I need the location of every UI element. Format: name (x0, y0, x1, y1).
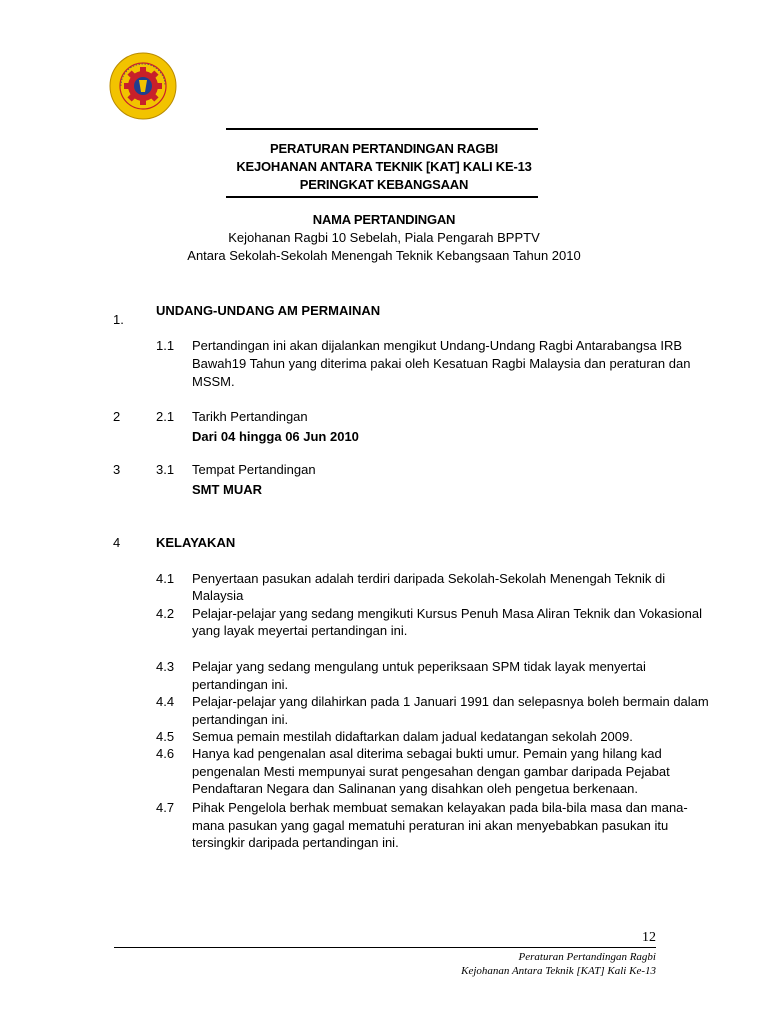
doc-title-line3: PERINGKAT KEBANGSAAN (299, 177, 469, 192)
item-4-5-number: 4.5 (156, 729, 175, 744)
section-2-number: 2 (113, 409, 121, 424)
competition-line2: Antara Sekolah-Sekolah Menengah Teknik Kebangsaan Tahun 2010 (187, 248, 581, 263)
item-4-3-line: pertandingan ini. (192, 677, 289, 692)
header-rule-top (226, 128, 538, 130)
item-4-4-line: Pelajar-pelajar yang dilahirkan pada 1 Januari 1991 dan selepasnya boleh bermain dalam (192, 694, 709, 709)
match-date-value: Dari 04 hingga 06 Jun 2010 (192, 429, 359, 444)
item-4-1-line: Malaysia (192, 588, 244, 603)
item-4-6-line: Hanya kad pengenalan asal diterima sebagai bukti umur. Pemain yang hilang kad (192, 746, 662, 761)
page-number: 12 (642, 930, 656, 945)
doc-title-line2: KEJOHANAN ANTARA TEKNIK [KAT] KALI KE-13 (236, 159, 532, 174)
item-2-1-number: 2.1 (156, 409, 175, 424)
section-3-number: 3 (113, 462, 121, 477)
doc-title-line1: PERATURAN PERTANDINGAN RAGBI (270, 141, 498, 156)
item-4-4-line: pertandingan ini. (192, 712, 289, 727)
section-1-heading: UNDANG-UNDANG AM PERMAINAN (156, 303, 381, 318)
emblem-logo (109, 52, 177, 120)
item-1-1-line: Bawah19 Tahun yang diterima pakai oleh Kesatuan Ragbi Malaysia dan peraturan dan (192, 356, 691, 371)
item-4-2-line: Pelajar-pelajar yang sedang mengikuti Kursus Penuh Masa Aliran Teknik dan Vokasional (192, 606, 702, 621)
footer-line2: Kejohanan Antara Teknik [KAT] Kali Ke-13 (461, 965, 656, 977)
item-4-2-line: yang layak meyertai pertandingan ini. (192, 623, 408, 638)
match-date-label: Tarikh Pertandingan (192, 409, 308, 424)
item-4-7-line: Pihak Pengelola berhak membuat semakan kelayakan pada bila-bila masa dan mana- (192, 800, 688, 815)
item-1-1-line: Pertandingan ini akan dijalankan mengikut Undang-Undang Ragbi Antarabangsa IRB (192, 338, 683, 353)
header-rule-bottom (226, 196, 538, 198)
item-4-7-line: mana pasukan yang gagal mematuhi peraturan ini akan menyebabkan pasukan itu (192, 818, 669, 833)
footer-rule (114, 947, 656, 948)
item-4-6-line: Pendaftaran Negara dan Salinanan yang disahkan oleh pengetua berkenaan. (192, 781, 638, 796)
item-4-7-number: 4.7 (156, 800, 175, 815)
item-4-3-line: Pelajar yang sedang mengulang untuk peperiksaan SPM tidak layak menyertai (192, 659, 646, 674)
item-4-6-number: 4.6 (156, 746, 175, 761)
item-4-5-line: Semua pemain mestilah didaftarkan dalam jadual kedatangan sekolah 2009. (192, 729, 633, 744)
section-4-number: 4 (113, 535, 121, 550)
competition-heading: NAMA PERTANDINGAN (312, 212, 456, 227)
section-1-number: 1. (113, 312, 124, 327)
item-4-1-line: Penyertaan pasukan adalah terdiri daripada Sekolah-Sekolah Menengah Teknik di (192, 571, 666, 586)
item-3-1-number: 3.1 (156, 462, 175, 477)
venue-label: Tempat Pertandingan (192, 462, 316, 477)
item-1-1-number: 1.1 (156, 338, 175, 353)
item-4-4-number: 4.4 (156, 694, 175, 709)
item-4-3-number: 4.3 (156, 659, 175, 674)
competition-line1: Kejohanan Ragbi 10 Sebelah, Piala Pengarah BPPTV (228, 230, 540, 245)
venue-value: SMT MUAR (192, 482, 263, 497)
item-4-6-line: pengenalan Mesti mempunyai surat pengesahan dengan gambar daripada Pejabat (192, 764, 670, 779)
item-1-1-line: MSSM. (192, 374, 235, 389)
footer-line1: Peraturan Pertandingan Ragbi (518, 951, 656, 963)
item-4-2-number: 4.2 (156, 606, 175, 621)
section-4-heading: KELAYAKAN (156, 535, 236, 550)
item-4-7-line: tersingkir daripada pertandingan ini. (192, 835, 399, 850)
item-4-1-number: 4.1 (156, 571, 175, 586)
